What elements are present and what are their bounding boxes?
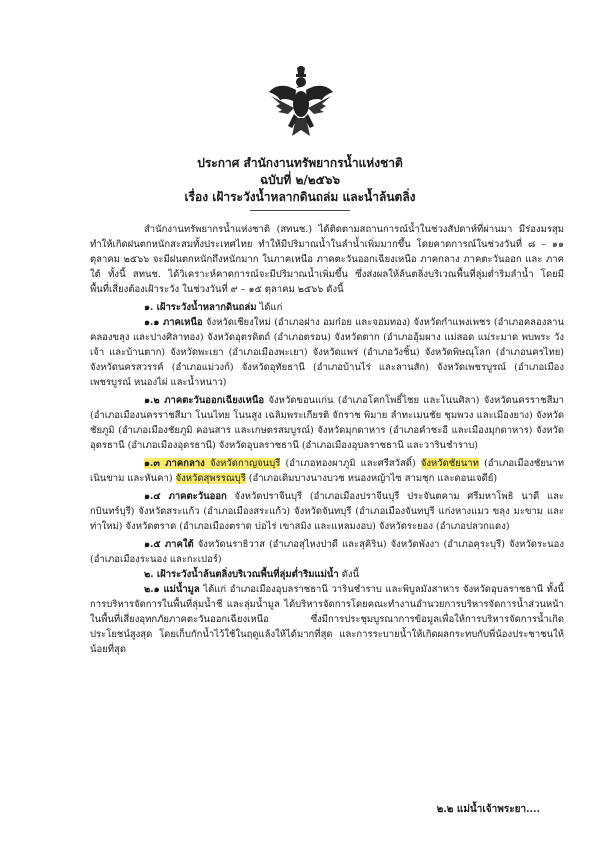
item-1-3-text-b: (อำเภอเมืองชัยนาท เนินขาม และหันคา) (90, 458, 564, 484)
continuation-note: ๒.๒ แม่น้ำเจ้าพระยา.... (436, 804, 540, 815)
item-1-3-label: ๑.๓ ภาคกลาง (144, 458, 205, 469)
garuda-emblem-icon (268, 66, 334, 138)
highlight-kanchanaburi: จังหวัดกาญจนบุรี (204, 458, 281, 469)
issue-number: ฉบับที่ ๒/๒๕๖๖ (259, 173, 340, 187)
item-1-1-text: จังหวัดเชียงใหม่ (อำเภอฝาง อมก๋อย และจอมทอง) จังหวัดกำแพงเพชร (อำเภอคลองลาน คลองขลุง และปางศิลาทอง) จังหวัดอุตรดิตถ์ (อำเภอตรอน) จังหวัดตาก (อำเภออุ้มผาง แม่สอด แม่ระมาด พบพระ วังเจ้า และบ้านตาก) จังหวัดพะเยา (อำเภอเมืองพะเยา) จังหวัดแพร่ (อำเภอวังชิ้น) จังหวัดพิษณุโลก (อำเภอนครไทย) จังหวัดนครสวรรค์ (อำเภอแม่วงก์) จังหวัดอุทัยธานี (อำเภอบ้านไร่ และลานสัก) จังหวัดเพชรบูรณ์ (อำเภอเมืองเพชรบูรณ์ หนองไผ่ และน้ำหนาว) (90, 317, 565, 388)
title-divider (250, 210, 350, 211)
item-1-5-text: จังหวัดนราธิวาส (อำเภอสุไหงปาดี และสุคิริน) จังหวัดพังงา (อำเภอคุระบุรี) จังหวัดระนอง (อำเภอเมืองระนอง และกะเปอร์) (90, 539, 564, 565)
item-1-2-label: ๑.๒ ภาคตะวันออกเฉียงเหนือ (144, 395, 265, 406)
item-1-4-text: จังหวัดปราจีนบุรี (อำเภอเมืองปราจีนบุรี ประจันตคาม ศรีมหาโพธิ นาดี และกบินทร์บุรี) จังหวัดสระแก้ว (อำเภอเมืองสระแก้ว) จังหวัดจันทบุรี (อำเภอเมืองจันทบุรี แก่งหางแมว ขลุง มะขาม และท่าใหม่) จังหวัดตราด (อำเภอเมืองตราด บ่อไร่ เขาสมิง และแหลมงอบ) จังหวัดระยอง (อำเภอปลวกแดง) (90, 491, 564, 532)
item-1-3-text-c: (อำเภอเดิมบางนางบวช หนองหญ้าไซ สามชุก และดอนเจดีย์) (245, 473, 498, 484)
subject-line: เรื่อง เฝ้าระวังน้ำหลากดินถล่ม และน้ำล้นตลิ่ง (184, 190, 416, 204)
section-2-suffix: ดังนี้ (338, 569, 360, 580)
section-1-suffix: ได้แก่ (256, 302, 283, 313)
item-1-3-text-a: (อำเภอทองผาภูมิ และศรีสวัสดิ์) (280, 458, 421, 469)
item-2-1-text: ได้แก่ อำเภอเมืองอุบลราชธานี วารินชำราบ และพิบูลมังสาหาร จังหวัดอุบลราชธานี ทั้งนี้การบริหารจัดการในพื้นที่ลุ่มน้ำชี และลุ่มน้ำมูล ได้บริหารจัดการโดยคณะทำงานอำนวยการบริหารจัดการน้ำส่วนหน้าในพื้นที่เสี่ยงอุทกภัยภาคตะวันออกเฉียงเหนือ ซึ่งมีการประชุมบูรณาการข้อมูลเพื่อให้การบริหารจัดการน้ำเกิดประโยชน์สูงสุด โดยเก็บกักน้ำไว้ใช้ในฤดูแล้งให้ได้มากที่สุด และการระบายน้ำให้เกิดผลกระทบกับพี่น้องประชาชนให้น้อยที่สุด (90, 584, 564, 655)
item-1-1-label: ๑.๑ ภาคเหนือ (144, 317, 203, 328)
intro-paragraph: สำนักงานทรัพยากรน้ำแห่งชาติ (สทนช.) ได้ติดตามสถานการณ์น้ำในช่วงสัปดาห์ที่ผ่านมา มีร่องมรสุมทำให้เกิดฝนตกหนักสะสมทั้งประเทศไทย ทำให้มีปริมาณน้ำในลำน้ำเพิ่มมากขึ้น โดยคาดการณ์ในช่วงวันที่ ๘ – ๑๑ ตุลาคม ๒๕๖๖ จะมีฝนตกหนักถึงหนักมาก ในภาคเหนือ ภาคตะวันออกเฉียงเหนือ ภาคกลาง ภาคตะวันออก และ ภาคใต้ ทั้งนี้ สทนช. ได้วิเคราะห์คาดการณ์จะมีปริมาณน้ำเพิ่มขึ้น ซึ่งส่งผลให้ล้นตลิ่งบริเวณพื้นที่ลุ่มต่ำริมลำน้ำ โดยมี พื้นที่เสี่ยงต้องเฝ้าระวัง ในช่วงวันที่ ๙ – ๑๕ ตุลาคม ๒๕๖๖ ดังนี้ (90, 224, 564, 295)
item-1-3 (90, 456, 564, 486)
section-2-heading (90, 567, 564, 582)
section-1-title: ๑. เฝ้าระวังน้ำหลากดินถล่ม (144, 302, 257, 313)
announcement-title: ประกาศ สำนักงานทรัพยากรน้ำแห่งชาติ (197, 156, 403, 170)
highlight-suphanburi: จังหวัดสุพรรณบุรี (175, 473, 246, 484)
item-1-5 (90, 537, 564, 567)
item-2-1-label: ๒.๑ แม่น้ำมูล (144, 584, 200, 595)
item-1-2 (90, 393, 564, 453)
item-1-5-label: ๑.๕ ภาคใต้ (144, 539, 194, 550)
highlight-chainat: จังหวัดชัยนาท (420, 458, 479, 469)
item-1-1 (90, 315, 564, 390)
section-2-title: ๒. เฝ้าระวังน้ำล้นตลิ่งบริเวณพื้นที่ลุ่มต่ำริมแม่น้ำ (144, 569, 339, 580)
item-1-4-label: ๑.๔ ภาคตะวันออก (144, 491, 227, 502)
item-1-4 (90, 489, 564, 534)
section-1-heading (90, 300, 564, 315)
item-1-2-text: จังหวัดขอนแก่น (อำเภอโคกโพธิ์ไชย และโนนศิลา) จังหวัดนครราชสีมา (อำเภอเมืองนครราชสีมา โนนไทย โนนสูง เฉลิมพระเกียรติ จักราช พิมาย ลำทะเมนชัย ชุมพวง และเมืองยาง) จังหวัดชัยภูมิ (อำเภอเมืองชัยภูมิ คอนสาร และเกษตรสมบูรณ์) จังหวัดมุกดาหาร (อำเภอคำชะอี และเมืองมุกดาหาร) จังหวัดอุดรธานี (อำเภอเมืองอุดรธานี) จังหวัดอุบลราชธานี (อำเภอเมืองอุบลราชธานี และวารินชำราบ) (90, 395, 564, 451)
item-2-1 (90, 582, 564, 657)
announcement-body (90, 222, 564, 657)
